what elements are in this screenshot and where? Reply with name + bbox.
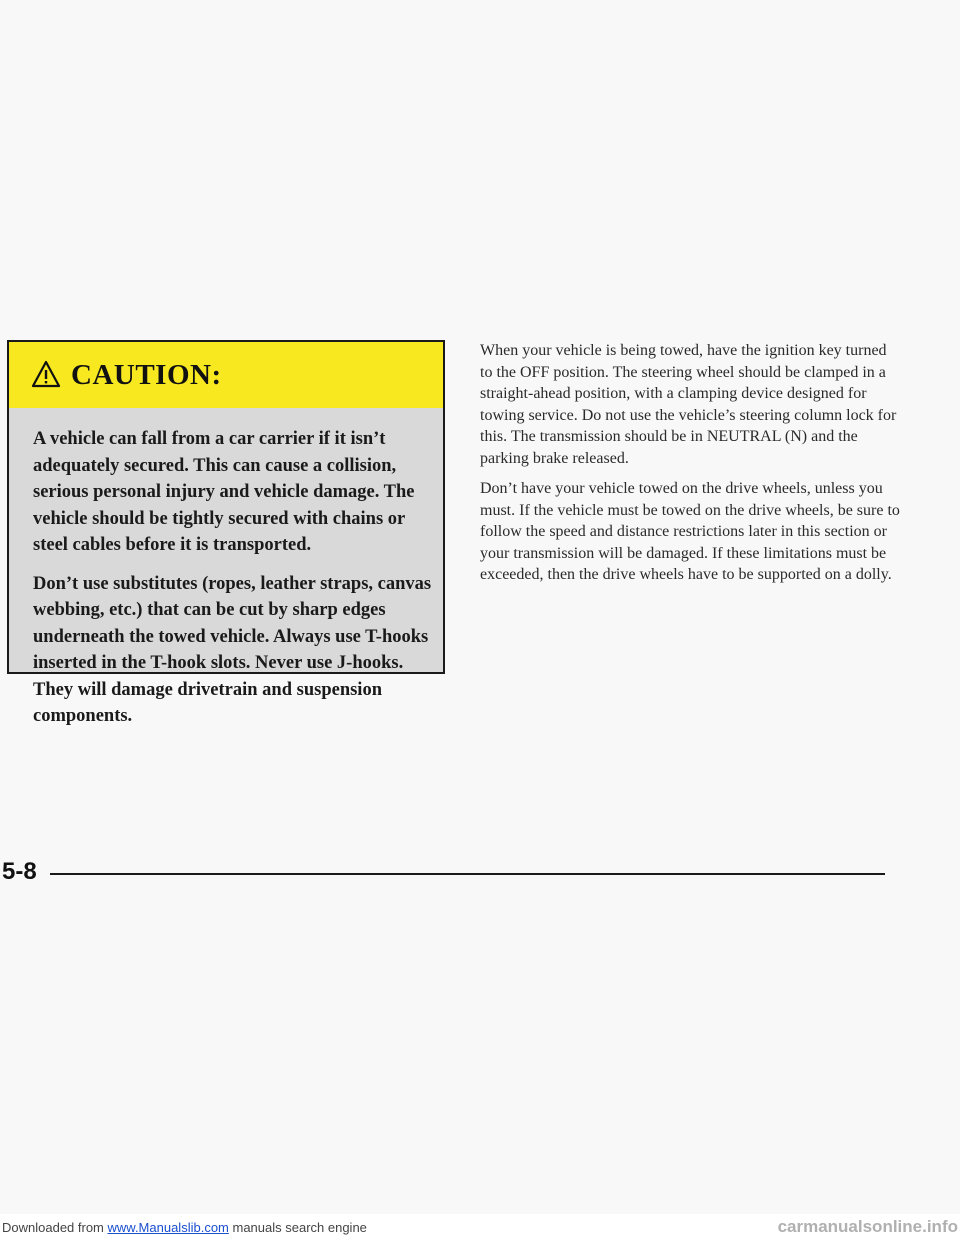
watermark-suffix: manuals search engine: [228, 1220, 367, 1235]
watermark-bar: [0, 1214, 960, 1242]
caution-body: [33, 426, 433, 742]
warning-triangle-icon: [31, 360, 61, 388]
caution-box: [7, 340, 445, 726]
caution-title: CAUTION:: [71, 358, 222, 391]
watermark-site-logo: carmanualsonline.info: [777, 1217, 958, 1236]
manualslib-link[interactable]: www.Manualslib.com: [107, 1220, 229, 1235]
watermark-prefix: Downloaded from: [2, 1220, 108, 1235]
page-footer: [0, 858, 960, 898]
footer-rule: [50, 873, 885, 875]
caution-paragraph-2: Don’t use substitutes (ropes, leather straps, canvas webbing, etc.) that can be cut by sharp edges underneath the towed vehicle. Always use T-hooks inserted in the T-hook slots. Never use J-hooks. They will damage drivetrain and suspension components.: [33, 573, 432, 726]
watermark-download-text: [2, 1220, 367, 1235]
body-paragraph-1: When your vehicle is being towed, have the ignition key turned to the OFF position. The steering wheel should be clamped in a straight-ahead position, with a clamping device designed for towing service. Do not use the vehicle’s steering column lock for this. The transmission should be in NEUTRAL (N) and the parking brake released.: [480, 342, 897, 467]
towing-instructions: [480, 340, 900, 595]
caution-header: [9, 342, 443, 408]
caution-paragraph-1: A vehicle can fall from a car carrier if it isn’t adequately secured. This can cause a collision, serious personal injury and vehicle damage. The vehicle should be tightly secured with chains or steel cables before it is transported.: [33, 429, 415, 555]
body-paragraph-2: Don’t have your vehicle towed on the drive wheels, unless you must. If the vehicle must be towed on the drive wheels, be sure to follow the speed and distance restrictions later in this section or your transmission will be damaged. If these limitations must be exceeded, then the drive wheels have to be supported on a dolly.: [480, 480, 900, 583]
page-number: 5-8: [2, 858, 37, 885]
